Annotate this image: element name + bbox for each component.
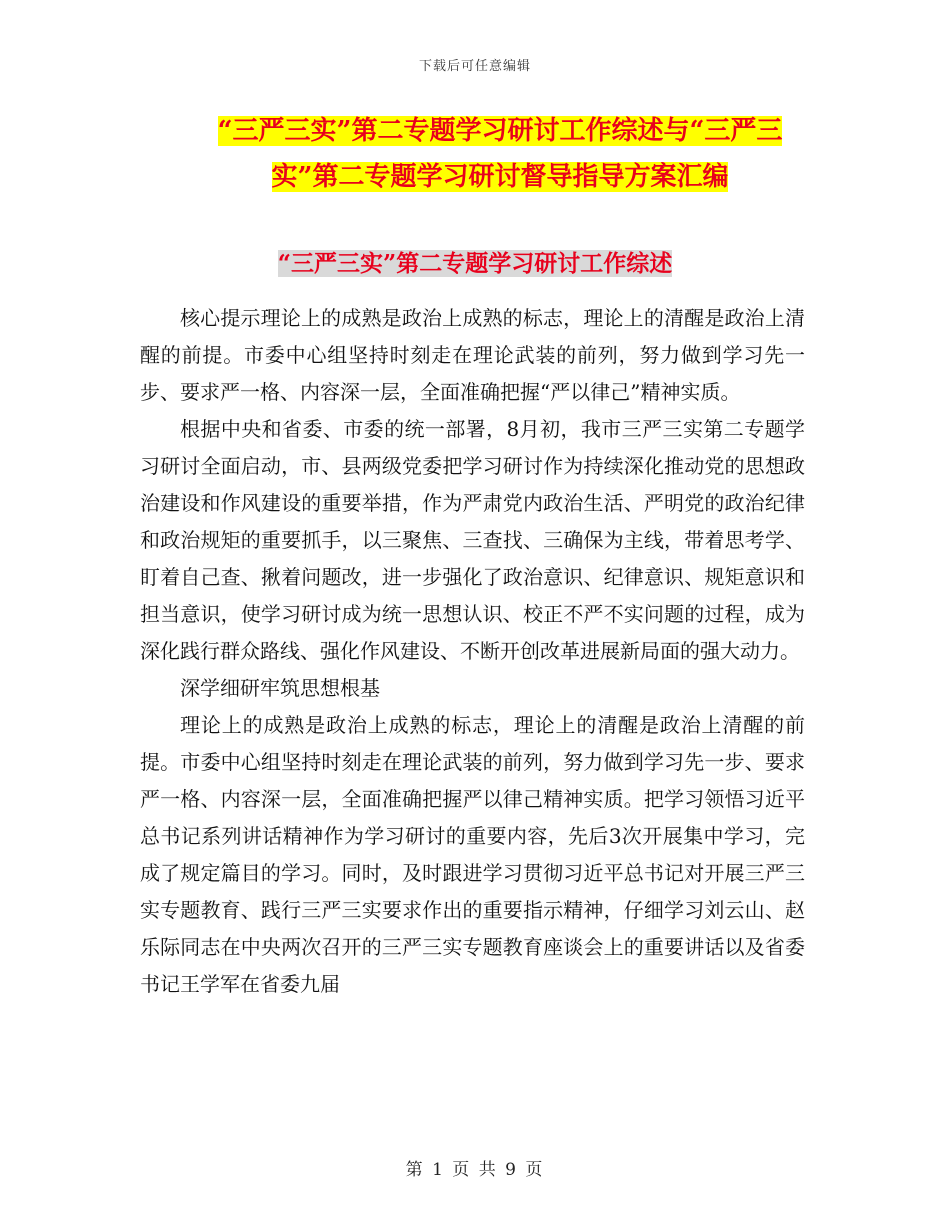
- header-note: 下载后可任意编辑: [418, 59, 531, 74]
- subheading: 深学细研牢筑思想根基: [180, 676, 380, 700]
- paragraph: 理论上的成熟是政治上成熟的标志，理论上的清醒是政治上清醒的前提。市委中心组坚持时刻走在理论武装的前列，努力做到学习先一步、要求严一格、内容深一层，全面准确把握严以律己精神实质。把学习领悟习近平总书记系列讲话精神作为学习研讨的重要内容，先后3次开展集中学习，完成了规定篇目的学习。同时，及时跟进学习贯彻习近平总书记对开展三严三实专题教育、践行三严三实要求作出的重要指示精神，仔细学习刘云山、赵乐际同志在中央两次召开的三严三实专题教育座谈会上的重要讲话以及省委书记王学军在省委九届: [140, 713, 805, 996]
- section-title: [0, 246, 950, 282]
- page-number-footer: 第 1 页 共 9 页: [405, 1160, 545, 1180]
- title-line-2: 实”第二专题学习研讨督导指导方案汇编: [271, 162, 729, 192]
- section-title-text: “三严三实”第二专题学习研讨工作综述: [277, 250, 673, 277]
- body-text: [140, 300, 805, 1003]
- paragraph: 核心提示理论上的成熟是政治上成熟的标志，理论上的清醒是政治上清醒的前提。市委中心组坚持时刻走在理论武装的前列，努力做到学习先一步、要求严一格、内容深一层，全面准确把握“严以律己”精神实质。: [140, 306, 805, 404]
- title-line-1: “三严三实”第二专题学习研讨工作综述与“三严三: [217, 116, 783, 146]
- document-title: [150, 108, 850, 200]
- paragraph: 根据中央和省委、市委的统一部署，8月初，我市三严三实第二专题学习研讨全面启动，市、县两级党委把学习研讨作为持续深化推动党的思想政治建设和作风建设的重要举措，作为严肃党内政治生活、严明党的政治纪律和政治规矩的重要抓手，以三聚焦、三查找、三确保为主线，带着思考学、盯着自己查、揪着问题改，进一步强化了政治意识、纪律意识、规矩意识和担当意识，使学习研讨成为统一思想认识、校正不严不实问题的过程，成为深化践行群众路线、强化作风建设、不断开创改革进展新局面的强大动力。: [140, 417, 805, 663]
